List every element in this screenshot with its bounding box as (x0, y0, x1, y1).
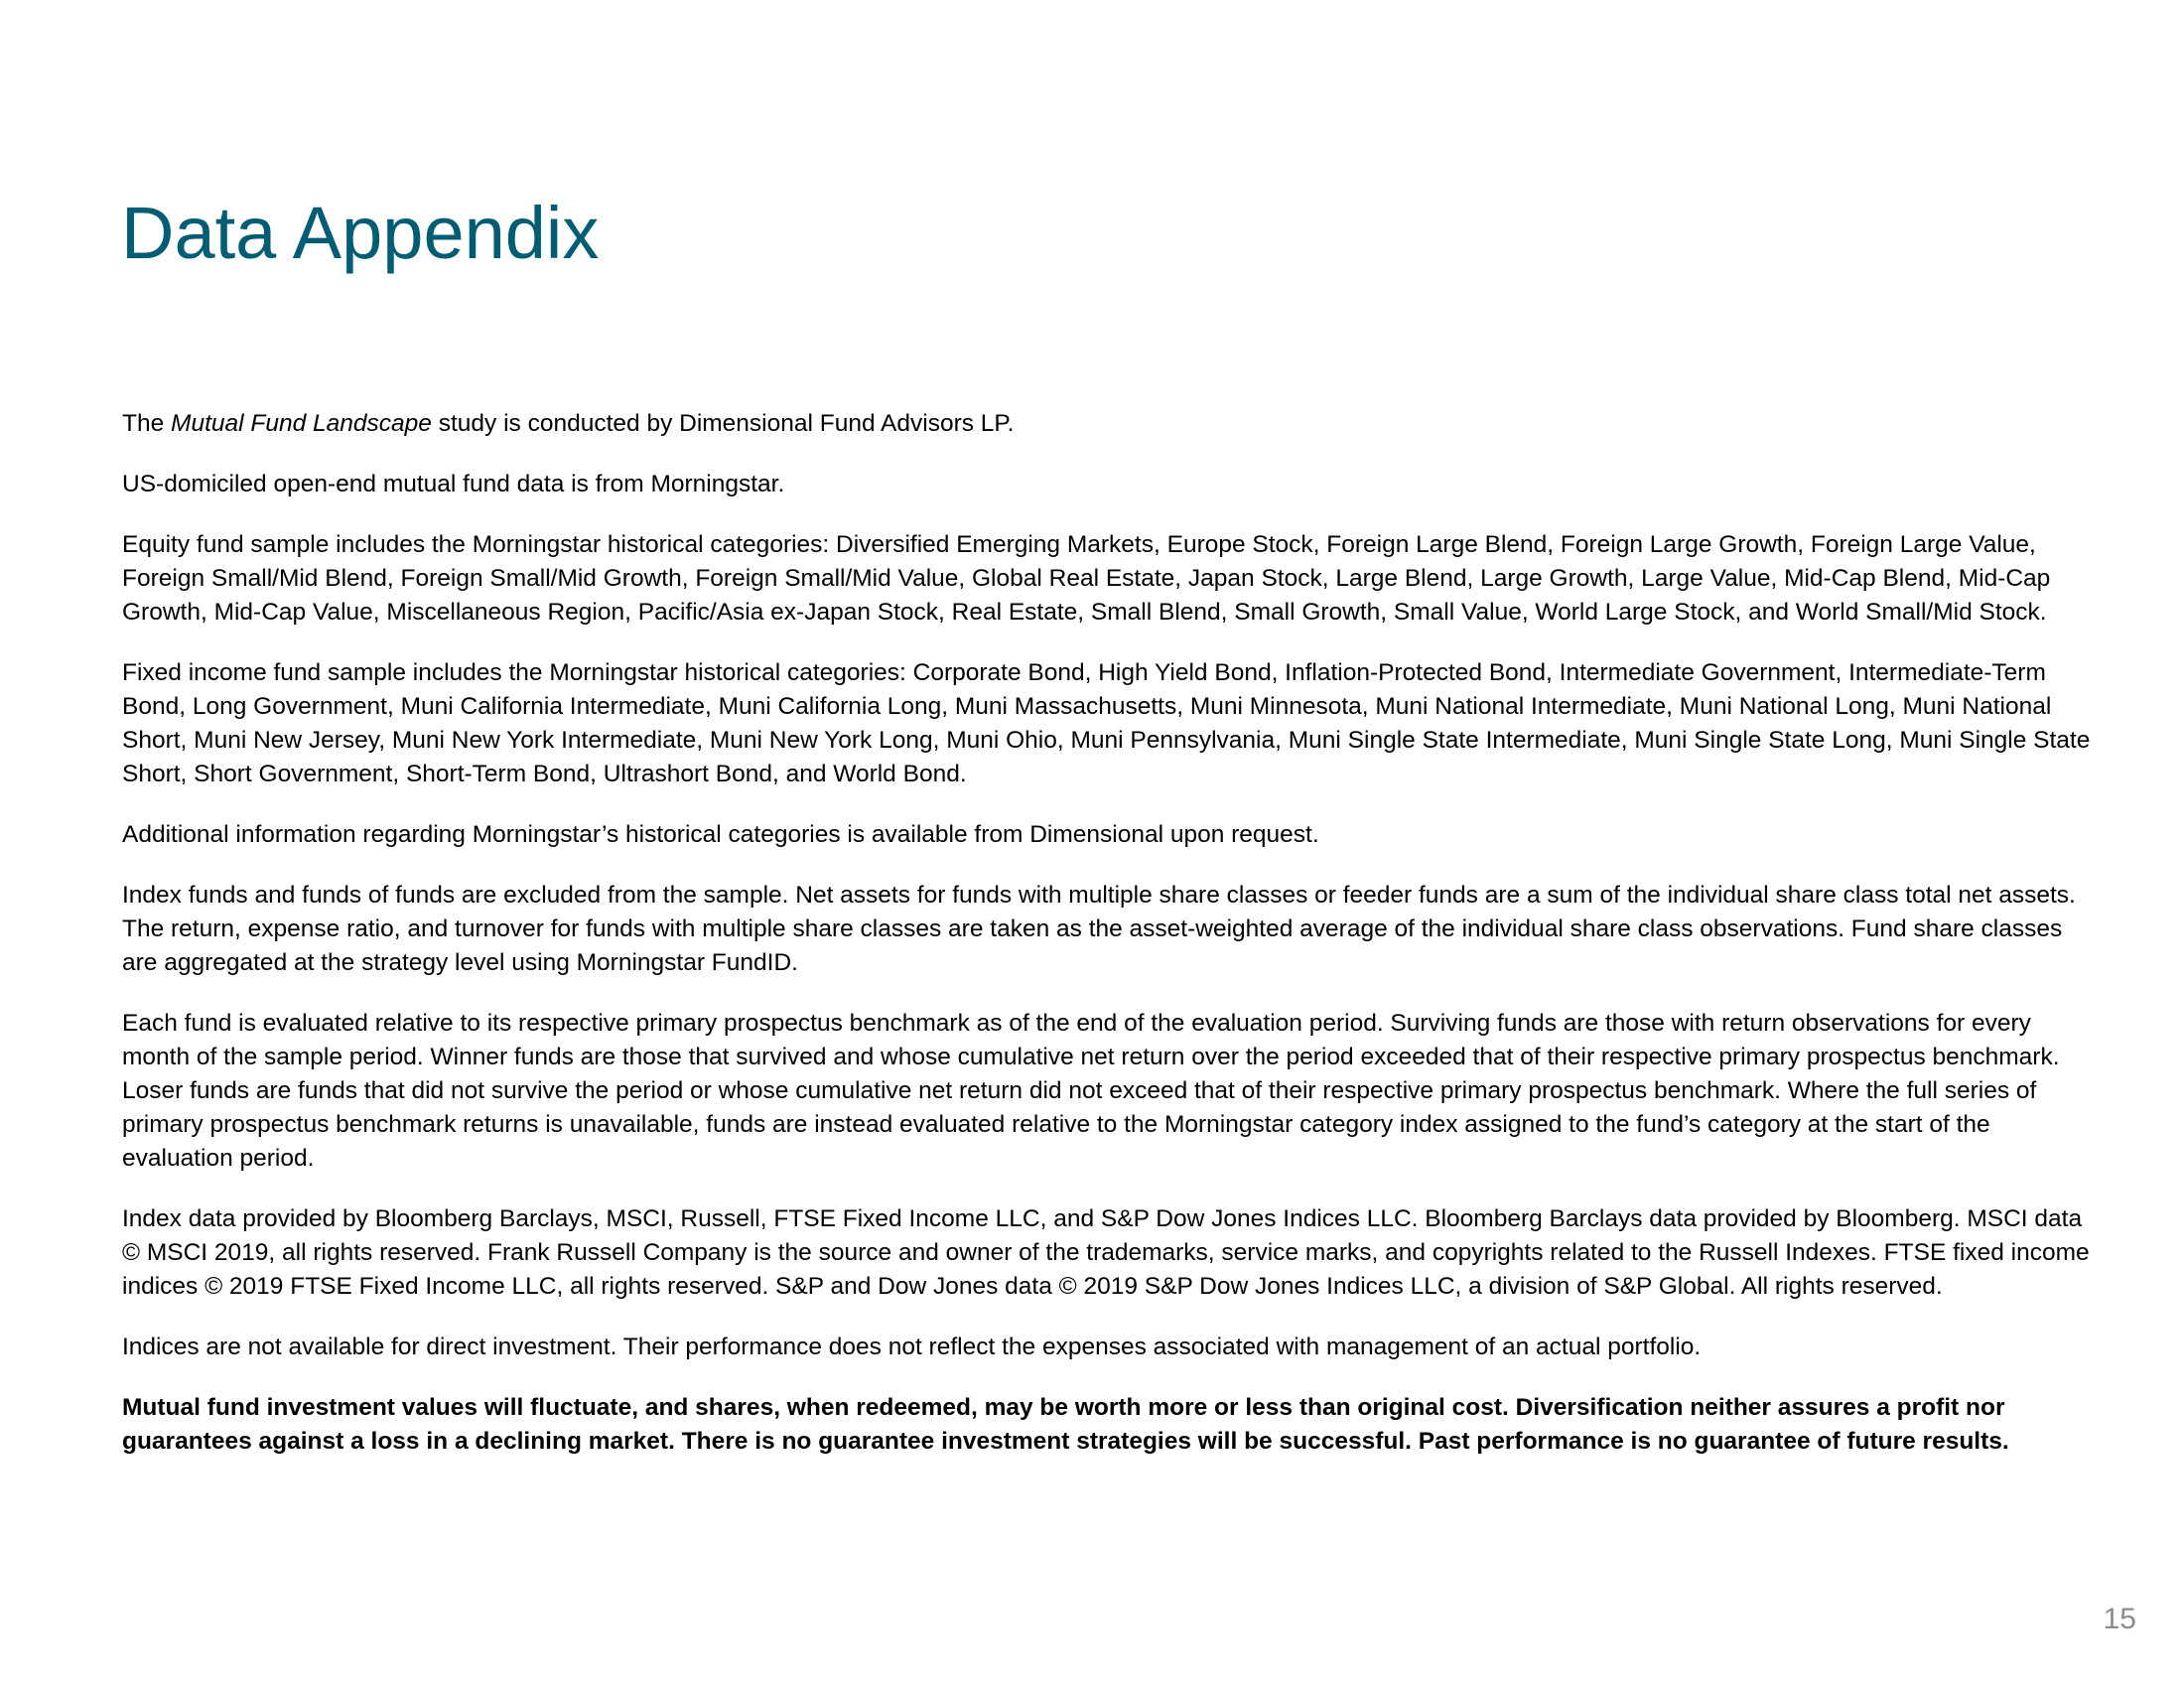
paragraph-additional-info: Additional information regarding Morningstar’s historical categories is available from Dimensional upon request. (122, 821, 1319, 848)
study-name: Mutual Fund Landscape (171, 410, 432, 437)
paragraph-study-source (122, 407, 2098, 441)
paragraph-evaluation-method: Each fund is evaluated relative to its respective primary prospectus benchmark as of the end of the evaluation period. Surviving funds are those with return observations for every month of the sample period. Winner funds are those that survived and whose cumulative net return over the period exceeded that of their respective primary prospectus benchmark. Loser funds are funds that did not survive the period or whose cumulative net return did not exceed that of their respective primary prospectus benchmark. Where the full series of primary prospectus benchmark returns is unavailable, funds are instead evaluated relative to the Morningstar category index assigned to the fund’s category at the start of the evaluation period. (122, 1010, 2060, 1172)
paragraph-study-source-suffix: study is conducted by Dimensional Fund Advisors LP. (431, 410, 1015, 437)
paragraph-study-source-prefix: The (122, 410, 172, 437)
paragraph-exclusions: Index funds and funds of funds are excluded from the sample. Net assets for funds with multiple share classes or feeder funds are a sum of the individual share class total net assets. The return, expense ratio, and turnover for funds with multiple share classes are taken as the asset-weighted average of the individual share class observations. Fund share classes are aggregated at the strategy level using Morningstar FundID. (122, 882, 2076, 976)
paragraph-fixed-income-sample: Fixed income fund sample includes the Morningstar historical categories: Corporate Bond, High Yield Bond, Inflation-Protected Bond, Intermediate Government, Intermediate-Term Bond, Long Government, Muni California Intermediate, Muni California Long, Muni Massachusetts, Muni Minnesota, Muni National Intermediate, Muni National Long, Muni National Short, Muni New Jersey, Muni New York Intermediate, Muni New York Long, Muni Ohio, Muni Pennsylvania, Muni Single State Intermediate, Muni Single State Long, Muni Single State Short, Short Government, Short-Term Bond, Ultrashort Bond, and World Bond. (122, 659, 2091, 787)
appendix-body (122, 407, 2098, 1459)
paragraph-data-source: US-domiciled open-end mutual fund data is from Morningstar. (122, 471, 785, 497)
paragraph-risk-disclosure: Mutual fund investment values will fluctuate, and shares, when redeemed, may be worth more or less than original cost. Diversification neither assures a profit nor guarantees against a loss in a declining market. There is no guarantee investment strategies will be successful. Past performance is no guarantee of future results. (122, 1394, 2009, 1455)
paragraph-equity-sample: Equity fund sample includes the Morningstar historical categories: Diversified Emerging Markets, Europe Stock, Foreign Large Blend, Foreign Large Growth, Foreign Large Value, Foreign Small/Mid Blend, Foreign Small/Mid Growth, Foreign Small/Mid Value, Global Real Estate, Japan Stock, Large Blend, Large Growth, Large Value, Mid-Cap Blend, Mid-Cap Growth, Mid-Cap Value, Miscellaneous Region, Pacific/Asia ex-Japan Stock, Real Estate, Small Blend, Small Growth, Small Value, World Large Stock, and World Small/Mid Stock. (122, 531, 2051, 626)
paragraph-index-data: Index data provided by Bloomberg Barclays, MSCI, Russell, FTSE Fixed Income LLC, and S&P Dow Jones Indices LLC. Bloomberg Barclays data provided by Bloomberg. MSCI data © MSCI 2019, all rights reserved. Frank Russell Company is the source and owner of the trademarks, service marks, and copyrights related to the Russell Indexes. FTSE fixed income indices © 2019 FTSE Fixed Income LLC, all rights reserved. S&P and Dow Jones data © 2019 S&P Dow Jones Indices LLC, a division of S&P Global. All rights reserved. (122, 1205, 2090, 1300)
page-number: 15 (2103, 1603, 2136, 1635)
paragraph-indices-disclaimer: Indices are not available for direct investment. Their performance does not reflect the expenses associated with management of an actual portfolio. (122, 1334, 1702, 1360)
page-title: Data Appendix (121, 192, 600, 274)
